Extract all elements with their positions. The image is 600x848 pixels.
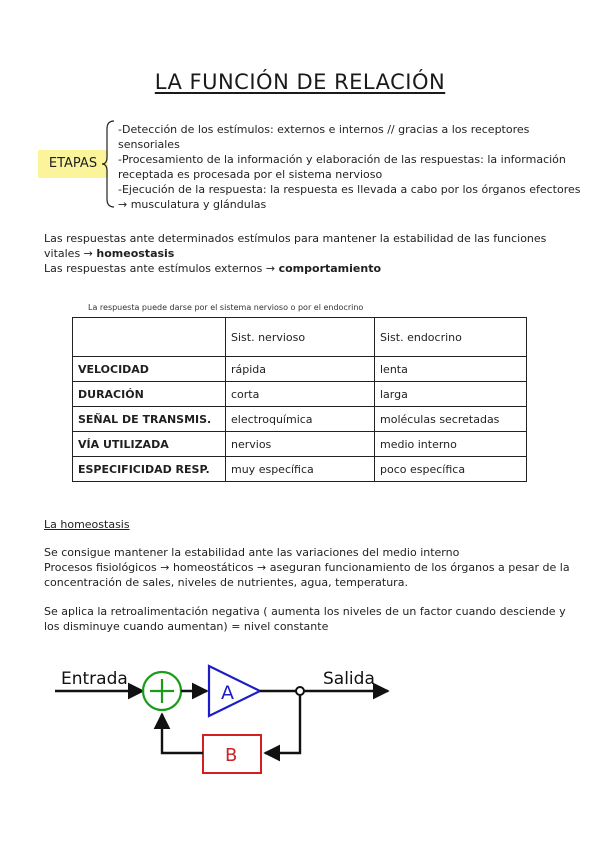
table-cell: medio interno <box>375 432 527 457</box>
table-cell: VÍA UTILIZADA <box>73 432 226 457</box>
table-header-cell: Sist. endocrino <box>375 318 527 357</box>
etapa-procesamiento: -Procesamiento de la información y elaboración de las respuestas: la información receptada es procesada por el sistema nervioso <box>118 153 566 181</box>
table-row <box>73 382 527 407</box>
table-row <box>73 457 527 482</box>
retroalimentacion-text: Se aplica la retroalimentación negativa ( aumenta los niveles de un factor cuando desciende y los disminuye cuando aumentan) = nivel constante <box>44 605 566 633</box>
table-cell: larga <box>375 382 527 407</box>
respuesta-comportamiento <box>44 261 564 276</box>
table-row <box>73 357 527 382</box>
etapa-deteccion: -Detección de los estímulos: externos e internos // gracias a los receptores sensoriales <box>118 123 530 151</box>
entrada-label: Entrada <box>61 669 128 689</box>
table-cell: poco específica <box>375 457 527 482</box>
brace-icon <box>102 119 116 209</box>
salida-label: Salida <box>323 669 375 689</box>
table-cell: rápida <box>226 357 375 382</box>
table-cell: ESPECIFICIDAD RESP. <box>73 457 226 482</box>
respuesta-homeostasis <box>44 231 564 261</box>
table-cell: nervios <box>226 432 375 457</box>
table-cell: moléculas secretadas <box>375 407 527 432</box>
etapas-label: ETAPAS <box>38 150 108 178</box>
etapas-list <box>118 122 588 212</box>
table-cell: muy específica <box>226 457 375 482</box>
amplifier-a <box>209 666 260 716</box>
respuesta-comportamiento-text: Las respuestas ante estímulos externos → <box>44 262 279 275</box>
sum-junction-icon <box>143 672 181 710</box>
etapa-ejecucion: -Ejecución de la respuesta: la respuesta es llevada a cabo por los órganos efectores → musculatura y glándulas <box>118 183 581 211</box>
homeostasis-heading: La homeostasis <box>44 518 130 531</box>
homeostasis-paragraph-1 <box>44 545 584 590</box>
respuestas-section <box>44 231 564 276</box>
homeostasis-paragraph-2 <box>44 604 584 634</box>
table-cell: corta <box>226 382 375 407</box>
homeostasis-term: homeostasis <box>96 247 175 260</box>
table-row <box>73 432 527 457</box>
table-cell: SEÑAL DE TRANSMIS. <box>73 407 226 432</box>
table-header-cell: Sist. nervioso <box>226 318 375 357</box>
page-title: LA FUNCIÓN DE RELACIÓN <box>154 70 446 94</box>
table-cell: DURACIÓN <box>73 382 226 407</box>
amplifier-label: A <box>221 682 234 704</box>
comportamiento-term: comportamiento <box>278 262 382 275</box>
table-cell: VELOCIDAD <box>73 357 226 382</box>
homeostasis-line: Procesos fisiológicos → homeostáticos → aseguran funcionamiento de los órganos a pesar de la concentración de sales, niveles de nutrientes, agua, temperatura. <box>44 561 570 589</box>
table-header-row <box>73 318 527 357</box>
homeostasis-line: Se consigue mantener la estabilidad ante las variaciones del medio interno <box>44 546 460 559</box>
feedback-path-in <box>162 714 203 753</box>
table-note: La respuesta puede darse por el sistema nervioso o por el endocrino <box>88 303 364 312</box>
table-header-cell <box>73 318 226 357</box>
feedback-diagram <box>55 660 395 785</box>
comparison-table <box>72 317 527 482</box>
table-cell: electroquímica <box>226 407 375 432</box>
respuesta-homeostasis-text: Las respuestas ante determinados estímulos para mantener la estabilidad de las funciones vitales → <box>44 232 547 260</box>
table-cell: lenta <box>375 357 527 382</box>
feedback-label: B <box>225 745 238 766</box>
table-row <box>73 407 527 432</box>
feedback-path-out <box>265 695 300 753</box>
branch-node <box>296 687 304 695</box>
